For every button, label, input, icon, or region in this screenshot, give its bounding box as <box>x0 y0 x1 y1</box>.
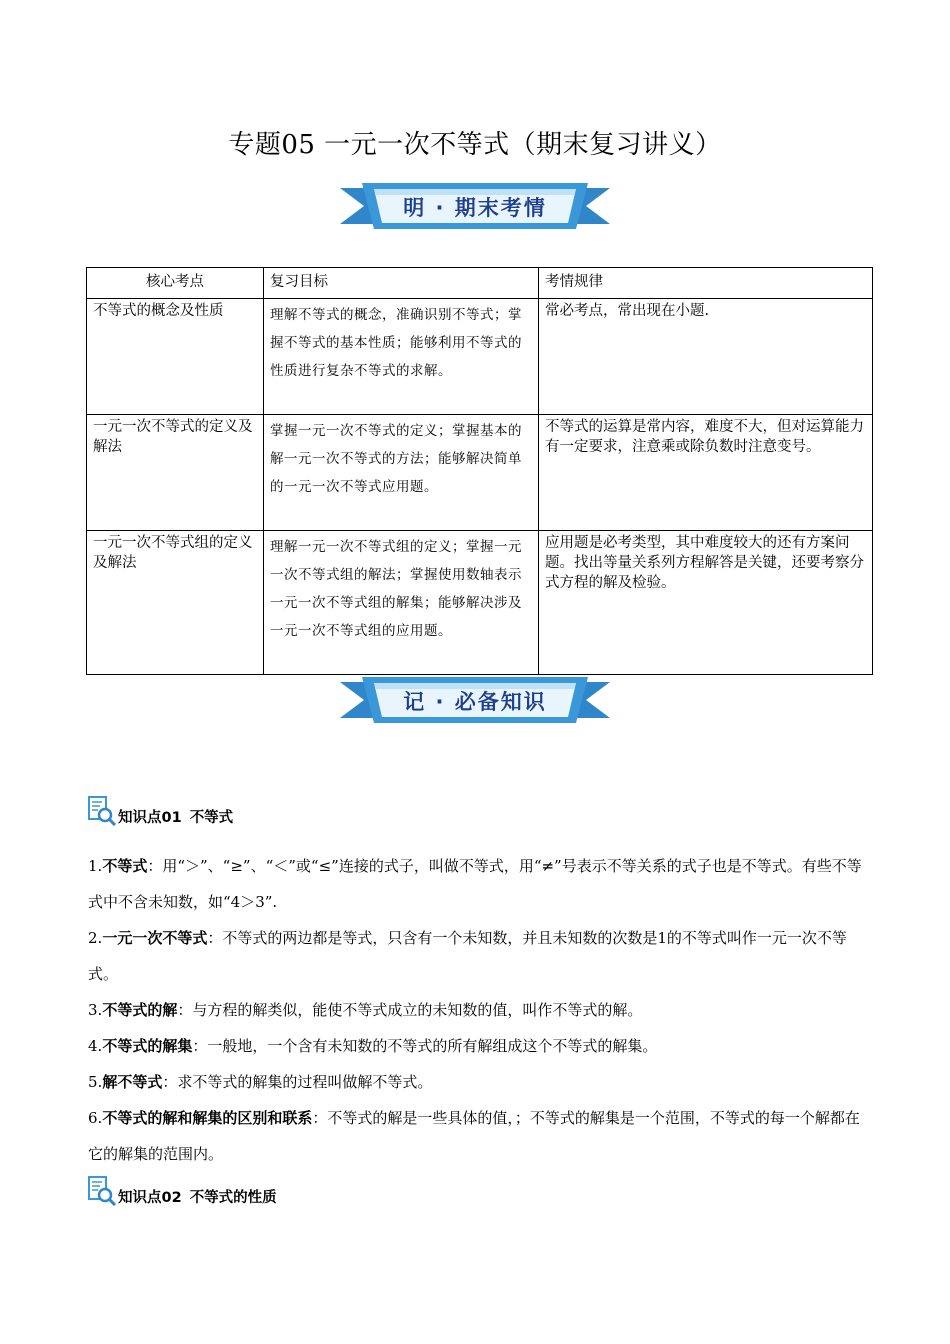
table-header-row <box>87 268 873 299</box>
cell-law: 应用题是必考类型，其中难度较大的还有方案问题。找出等量关系列方程解答是关键，还要考察分式方程的解及检验。 <box>539 531 873 675</box>
header-core-topic: 核心考点 <box>87 268 264 299</box>
cell-goal: 理解一元一次不等式组的定义；掌握一元一次不等式组的解法；掌握使用数轴表示一元一次不等式组的解集；能够解决涉及一元一次不等式组的应用题。 <box>264 531 539 675</box>
knowledge-content <box>88 848 868 1172</box>
list-item: 6.不等式的解和解集的区别和联系：不等式的解是一些具体的值，；不等式的解集是一个范围，不等式的每一个解都在它的解集的范围内。 <box>88 1109 860 1163</box>
table-row <box>87 531 873 675</box>
term: 不等式的解 <box>102 1001 178 1019</box>
cell-topic: 不等式的概念及性质 <box>87 299 264 415</box>
list-item: 2.一元一次不等式：不等式的两边都是等式，只含有一个未知数，并且未知数的次数是1的不等式叫作一元一次不等式。 <box>88 929 847 983</box>
exam-overview-table <box>86 267 873 675</box>
cell-law: 不等式的运算是常内容，难度不大，但对运算能力有一定要求，注意乘或除负数时注意变号。 <box>539 415 873 531</box>
cell-law: 常必考点，常出现在小题. <box>539 299 873 415</box>
cell-topic: 一元一次不等式组的定义及解法 <box>87 531 264 675</box>
page-title: 专题05 一元一次不等式（期末复习讲义） <box>228 130 722 160</box>
list-item: 5.解不等式：求不等式的解集的过程叫做解不等式。 <box>88 1073 433 1091</box>
cell-topic: 一元一次不等式的定义及解法 <box>87 415 264 531</box>
table-row <box>87 415 873 531</box>
term: 不等式 <box>102 857 148 875</box>
knowledge-point-number: 知识点01 <box>118 810 182 826</box>
header-exam-pattern: 考情规律 <box>539 268 873 299</box>
banner-essential-knowledge-text: 记 · 必备知识 <box>403 690 547 714</box>
term: 不等式的解集 <box>102 1037 193 1055</box>
banner-exam-situation-text: 明 · 期末考情 <box>403 196 547 220</box>
list-item: 1.不等式：用“＞”、“≥”、“＜”或“≤”连接的式子，叫做不等式，用“≠”号表示不等关系的式子也是不等式。有些不等式中不含未知数，如“4＞3”. <box>88 857 862 911</box>
document-search-icon <box>88 1176 116 1206</box>
knowledge-point-name: 不等式的性质 <box>189 1190 277 1206</box>
banner-exam-situation <box>340 180 610 232</box>
document-search-icon <box>88 796 116 826</box>
knowledge-point-name: 不等式 <box>189 810 234 826</box>
term: 一元一次不等式 <box>102 929 208 947</box>
table-row <box>87 299 873 415</box>
banner-essential-knowledge <box>340 674 610 726</box>
term: 不等式的解和解集的区别和联系 <box>102 1109 313 1127</box>
list-item: 4.不等式的解集：一般地，一个含有未知数的不等式的所有解组成这个不等式的解集。 <box>88 1037 658 1055</box>
cell-goal: 理解不等式的概念，准确识别不等式；掌握不等式的基本性质；能够利用不等式的性质进行复杂不等式的求解。 <box>264 299 539 415</box>
knowledge-point-number: 知识点02 <box>118 1190 182 1206</box>
cell-goal: 掌握一元一次不等式的定义；掌握基本的解一元一次不等式的方法；能够解决简单的一元一次不等式应用题。 <box>264 415 539 531</box>
term: 解不等式 <box>102 1073 163 1091</box>
header-review-goal: 复习目标 <box>264 268 539 299</box>
list-item: 3.不等式的解：与方程的解类似，能使不等式成立的未知数的值，叫作不等式的解。 <box>88 1001 643 1019</box>
